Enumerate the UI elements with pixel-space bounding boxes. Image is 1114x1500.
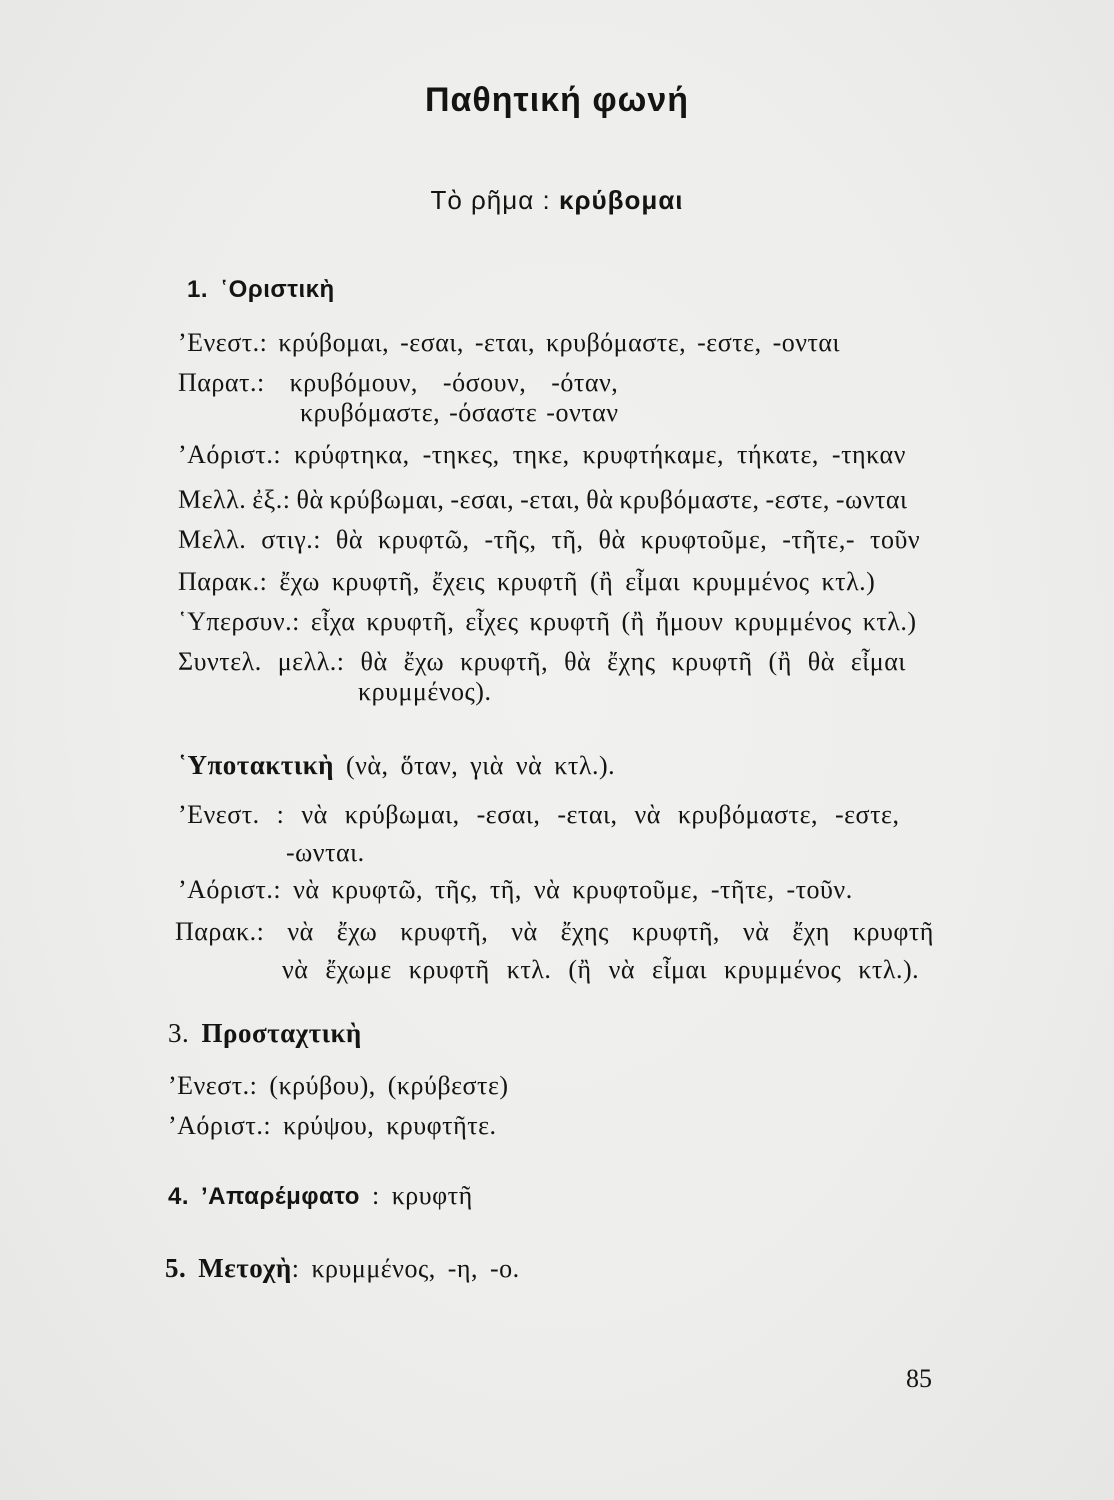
indicative-row-pluperfect <box>178 607 917 637</box>
infinitive-line <box>168 1181 473 1212</box>
tense-forms: κρύψου, κρυφτῆτε. <box>283 1111 497 1140</box>
section-number: 5. <box>165 1253 187 1283</box>
page-number: 85 <box>906 1364 932 1393</box>
tense-label: Παρακ.: <box>175 917 265 946</box>
section-title: Μετοχὴ <box>198 1253 292 1283</box>
section-title: Προσταχτικὴ <box>201 1018 362 1048</box>
tense-label: ’Ενεστ.: <box>178 328 268 357</box>
section-title: ῾Υποτακτικὴ <box>178 750 334 780</box>
subjunctive-row-present-continuation: -ωνται. <box>286 838 365 867</box>
indicative-row-present <box>178 328 840 358</box>
tense-label: ῾Υπερσυν.: <box>178 607 300 636</box>
subjunctive-row-present <box>178 800 899 830</box>
tense-label: ’Αόριστ.: <box>168 1111 272 1140</box>
participle-line <box>165 1253 520 1284</box>
verb-subtitle <box>0 183 1114 217</box>
tense-label: ’Αόριστ.: <box>178 440 282 469</box>
section-note: (νὰ, ὅταν, γιὰ νὰ κτλ.). <box>345 751 616 780</box>
section-number: 1. <box>187 276 209 303</box>
subjunctive-row-perfect-continuation: νὰ ἔχωμε κρυφτῆ κτλ. (ἢ νὰ εἶμαι κρυμμένος κτλ.). <box>282 955 920 984</box>
tense-label: Συντελ. μελλ.: <box>178 647 345 676</box>
imperative-row-aorist <box>168 1111 497 1141</box>
participle-forms: κρυμμένος, -η, -ο. <box>311 1254 520 1283</box>
section-title: ῾Οριστικὴ <box>220 276 335 303</box>
tense-forms: κρυβόμουν, -όσουν, -όταν, <box>289 368 619 397</box>
section-title: ’Απαρέμφατο <box>201 1183 360 1210</box>
indicative-row-future-perfect-continuation: κρυμμένος). <box>358 677 492 706</box>
subtitle-verb: κρύβομαι <box>558 185 684 215</box>
section-number: 4. <box>168 1183 190 1210</box>
separator: : <box>291 1254 300 1283</box>
indicative-row-imperfect <box>178 368 618 398</box>
infinitive-form: κρυφτῆ <box>391 1181 473 1210</box>
tense-forms: θὰ κρύβωμαι, -εσαι, -εται, θὰ κρυβόμαστε, -εστε, -ωνται <box>296 485 908 514</box>
indicative-heading <box>187 275 335 305</box>
subjunctive-row-perfect <box>175 917 934 947</box>
indicative-row-imperfect-continuation: κρυβόμαστε, -όσαστε -ονταν <box>300 398 619 427</box>
tense-label: Παρακ.: <box>178 567 268 596</box>
indicative-row-future-continuous <box>178 485 908 515</box>
subjunctive-row-aorist <box>178 875 853 905</box>
tense-label: Παρατ.: <box>178 368 265 397</box>
tense-forms: κρύφτηκα, -τηκες, τηκε, κρυφτήκαμε, τήκατε, -τηκαν <box>294 440 906 469</box>
tense-forms: εἶχα κρυφτῆ, εἶχες κρυφτῆ (ἢ ἤμουν κρυμμένος κτλ.) <box>310 607 917 636</box>
indicative-row-future-simple <box>178 525 920 555</box>
section-number: 3. <box>168 1018 190 1048</box>
indicative-row-future-perfect <box>178 647 906 677</box>
tense-label: ’Ενεστ. : <box>178 800 285 829</box>
tense-forms: θὰ κρυφτῶ, -τῆς, τῆ, θὰ κρυφτοῦμε, -τῆτε,- τοῦν <box>335 525 921 554</box>
tense-label: ’Αόριστ.: <box>178 875 282 904</box>
separator: : <box>371 1181 380 1210</box>
indicative-row-perfect <box>178 567 875 597</box>
tense-forms: νὰ κρύβωμαι, -εσαι, -εται, νὰ κρυβόμαστε, -εστε, <box>301 800 900 829</box>
tense-forms: νὰ ἔχω κρυφτῆ, νὰ ἔχης κρυφτῆ, νὰ ἔχη κρυφτῆ <box>287 917 934 946</box>
tense-forms: ἔχω κρυφτῆ, ἔχεις κρυφτῆ (ἢ εἶμαι κρυμμένος κτλ.) <box>279 567 876 596</box>
tense-label: Μελλ. στιγ.: <box>178 525 321 554</box>
subtitle-prefix: Τὸ ρῆμα : <box>430 185 551 215</box>
tense-forms: κρύβομαι, -εσαι, -εται, κρυβόμαστε, -εστε, -ονται <box>278 328 841 357</box>
page-title: Παθητική φωνή <box>424 81 690 119</box>
tense-forms: νὰ κρυφτῶ, τῆς, τῆ, νὰ κρυφτοῦμε, -τῆτε, -τοῦν. <box>293 875 853 904</box>
tense-label: Μελλ. ἐξ.: <box>178 485 291 514</box>
indicative-row-aorist <box>178 440 906 470</box>
imperative-row-present <box>168 1071 509 1101</box>
tense-forms: θὰ ἔχω κρυφτῆ, θὰ ἔχης κρυφτῆ (ἢ θὰ εἶμαι <box>360 647 906 676</box>
subjunctive-heading <box>178 750 615 781</box>
tense-label: ’Ενεστ.: <box>168 1071 258 1100</box>
tense-forms: (κρύβου), (κρύβεστε) <box>269 1071 509 1100</box>
imperative-heading <box>168 1018 362 1048</box>
